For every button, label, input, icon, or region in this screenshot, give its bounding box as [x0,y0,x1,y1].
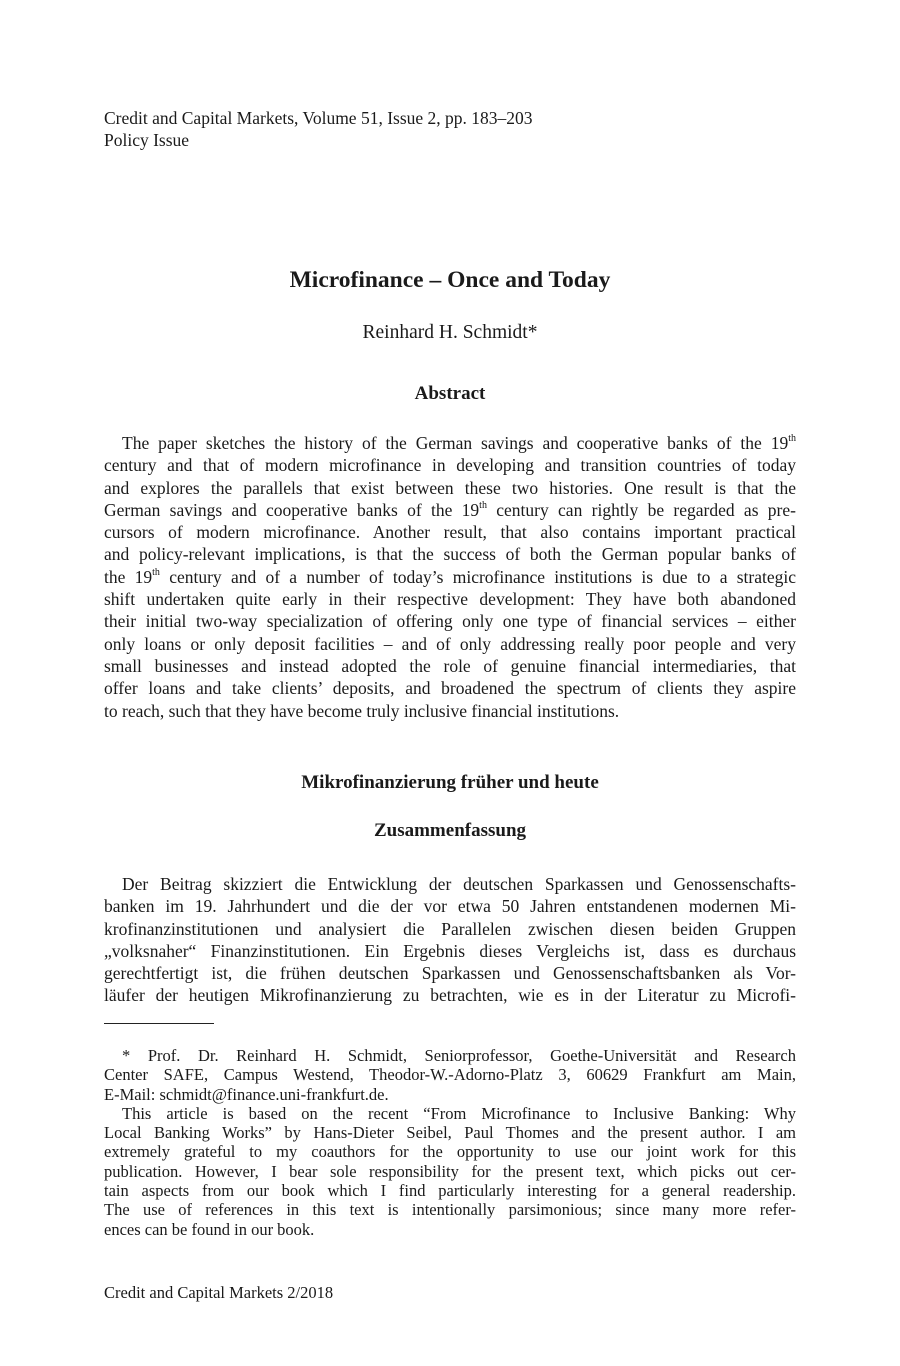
abstract-line: the 19th century and of a number of today’s microfinance institutions is due to a strategic [104,566,796,587]
abstract-line: only loans or only deposit facilities – and of only addressing really poor people and very [104,633,796,654]
abstract-heading: Abstract [414,383,486,404]
zusammenfassung-line: gerechtfertigt ist, die frühen deutschen Sparkassen und Genossenschaftsbanken als Vor- [104,963,796,984]
abstract-line: German savings and cooperative banks of the 19th century can rightly be regarded as pre- [104,499,796,520]
abstract-line: The paper sketches the history of the German savings and cooperative banks of the 19th [122,433,796,453]
abstract-line: offer loans and take clients’ deposits, and broadened the spectrum of clients they aspire [104,678,796,699]
abstract-line: their initial two-way specialization of offering only one type of financial services – either [104,611,796,632]
footnote-line: ences can be found in our book. [104,1219,315,1239]
footnote-line: The use of references in this text is intentionally parsimonious; since many more refer- [104,1200,796,1220]
footnote-line: * Prof. Dr. Reinhard H. Schmidt, Seniorprofessor, Goethe-Universität and Research [122,1046,796,1065]
abstract-line: century and that of modern microfinance in developing and transition countries of today [104,455,796,476]
footnote-line: Center SAFE, Campus Westend, Theodor-W.-Adorno-Platz 3, 60629 Frankfurt am Main, [104,1065,796,1085]
footnote-divider [104,1023,214,1024]
zusammenfassung-heading: Zusammenfassung [373,820,527,841]
zusammenfassung-line: banken im 19. Jahrhundert und die der vor etwa 50 Jahren entstandenen modernen Mi- [104,896,796,917]
footnote-line: This article is based on the recent “From Microfinance to Inclusive Banking: Why [122,1103,796,1123]
page-footer: Credit and Capital Markets 2/2018 [104,1283,334,1302]
article-author: Reinhard H. Schmidt* [362,322,538,343]
article-title: Microfinance – Once and Today [289,267,611,293]
abstract-line: small businesses and instead adopted the role of genuine financial intermediaries, that [104,655,796,676]
german-title: Mikrofinanzierung früher und heute [301,772,599,793]
footnote-line: tain aspects from our book which I find particularly interesting for a general readership. [104,1181,796,1201]
abstract-line: to reach, such that they have become truly inclusive financial institutions. [104,700,620,721]
zusammenfassung-line: krofinanzinstitutionen und analysiert die Parallelen zwischen diesen beiden Gruppen [104,918,796,939]
journal-citation: Credit and Capital Markets, Volume 51, Issue 2, pp. 183–203 [104,108,533,128]
footnote-line: E-Mail: schmidt@finance.uni-frankfurt.de. [104,1084,389,1104]
footnote-line: Local Banking Works” by Hans-Dieter Seibel, Paul Thomes and the present author. I am [104,1123,796,1143]
zusammenfassung-line: läufer der heutigen Mikrofinanzierung zu betrachten, wie es in der Literatur zu Microfi- [104,985,796,1006]
footnote-line: extremely grateful to my coauthors for the opportunity to use our joint work for this [104,1142,796,1162]
footnotes [104,1046,796,1239]
zusammenfassung-line: „volksnaher“ Finanzinstitutionen. Ein Ergebnis dieses Vergleichs ist, dass es durchaus [104,940,796,961]
abstract-line: shift undertaken quite early in their respective development: They have both abandoned [104,589,796,610]
abstract-line: and policy-relevant implications, is that the success of both the German popular banks of [104,544,796,565]
zusammenfassung-paragraph [104,873,796,1007]
abstract-line: cursors of modern microfinance. Another result, that also contains important practical [104,522,796,543]
section-label: Policy Issue [104,129,190,150]
running-head [104,108,533,151]
zusammenfassung-line: Der Beitrag skizziert die Entwicklung der deutschen Sparkassen und Genossenschafts- [122,874,796,894]
abstract-line: and explores the parallels that exist between these two histories. One result is that the [104,477,796,498]
footnote-line: publication. However, I bear sole responsibility for the present text, which picks out cer- [104,1161,796,1181]
abstract-paragraph [104,432,796,722]
